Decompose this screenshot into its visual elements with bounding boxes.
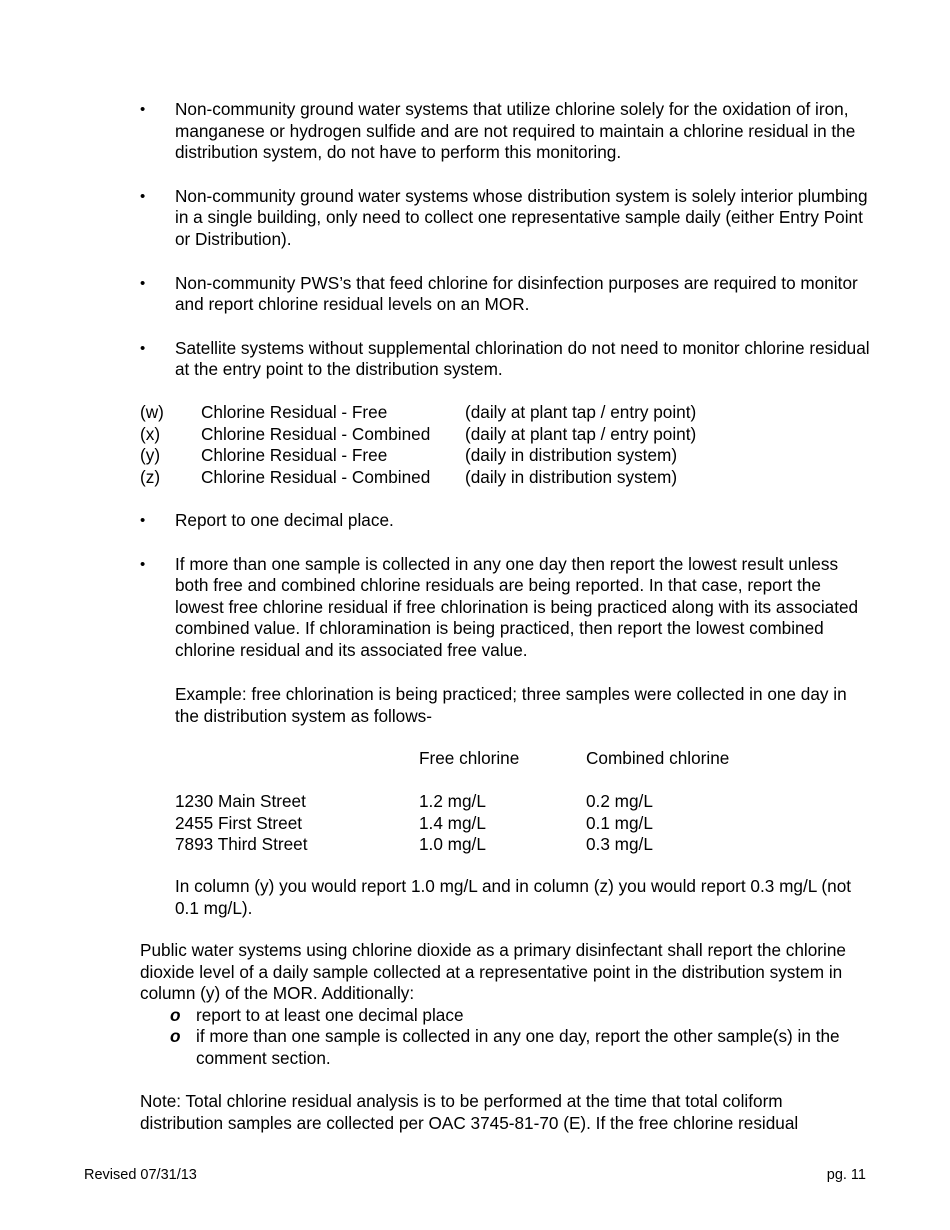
table-row [175, 813, 865, 835]
code-row [140, 467, 870, 489]
bullet-text: Non-community ground water systems that utilize chlorine solely for the oxidation of iron, manganese or hydrogen sulfide and are not required to maintain a chlorine residual in the distribution system, do not have to perform this monitoring. [175, 99, 856, 163]
sampling-frequency: (daily at plant tap / entry point) [465, 423, 697, 444]
column-code-list [140, 402, 870, 488]
bullet-item [140, 510, 870, 532]
bullet-item [140, 338, 870, 381]
column-code: (z) [140, 466, 161, 487]
bullet-item [140, 273, 870, 316]
bullet-list-reporting [140, 510, 870, 684]
revision-date: Revised 07/31/13 [84, 1167, 197, 1183]
column-code: (w) [140, 402, 164, 422]
sampling-frequency: (daily in distribution system) [465, 445, 678, 466]
code-row [140, 424, 870, 446]
table-header-cell: Free chlorine [419, 748, 520, 768]
table-header-cell: Combined chlorine [586, 748, 730, 768]
conclusion-paragraph: In column (y) you would report 1.0 mg/L and in column (z) you would report 0.3 mg/L (not 0.1 mg/L). [175, 876, 852, 918]
location-cell: 1230 Main Street [175, 791, 306, 812]
page-number: pg. 11 [826, 1167, 866, 1183]
code-row [140, 445, 870, 467]
parameter-name: Chlorine Residual - Combined [201, 423, 431, 444]
example-paragraph: Example: free chlorination is being practiced; three samples were collected in one day in the distribution system as follows- [175, 684, 847, 726]
table-row [175, 834, 865, 856]
sampling-frequency: (daily at plant tap / entry point) [465, 402, 697, 422]
code-row [140, 402, 870, 424]
sample-table [175, 748, 865, 856]
sub-list-text: report to at least one decimal place [196, 1004, 464, 1025]
sub-list [170, 1005, 870, 1070]
sampling-frequency: (daily in distribution system) [465, 466, 678, 487]
bullet-text: Report to one decimal place. [175, 510, 394, 530]
bullet-text: If more than one sample is collected in any one day then report the lowest result unless both free and combined chlorine residuals are being reported. In that case, report the lowest free chlorine residual if free chlorination is being practiced along with its associated combined value. If chloramination is being practiced, then report the lowest combined chlorine residual and its associated free value. [175, 553, 859, 660]
bullet-icon: • [140, 512, 146, 529]
bullet-icon: • [140, 187, 146, 205]
bullet-text: Non-community PWS’s that feed chlorine for disinfection purposes are required to monitor and report chlorine residual levels on an MOR. [175, 272, 858, 315]
sub-list-text: if more than one sample is collected in any one day, report the other sample(s) in the comment section. [196, 1026, 840, 1068]
chlorine-dioxide-section [140, 940, 870, 1070]
circle-bullet-icon: o [170, 1026, 181, 1047]
bullet-icon: • [140, 555, 146, 573]
combined-chlorine-cell: 0.3 mg/L [586, 834, 653, 855]
chlorine-dioxide-paragraph: Public water systems using chlorine dioxide as a primary disinfectant shall report the chlorine dioxide level of a daily sample collected at a representative point in the distribution system in column (y) of the MOR. Additionally: [140, 940, 846, 1004]
free-chlorine-cell: 1.4 mg/L [419, 812, 486, 833]
bullet-list-top [140, 99, 870, 403]
bullet-item [140, 186, 870, 251]
parameter-name: Chlorine Residual - Free [201, 445, 388, 466]
column-code: (y) [140, 445, 161, 466]
table-header-row [175, 748, 865, 770]
location-cell: 7893 Third Street [175, 834, 308, 855]
location-cell: 2455 First Street [175, 812, 303, 833]
note-paragraph: Note: Total chlorine residual analysis is to be performed at the time that total coliform distribution samples are collected per OAC 3745-81-70 (E). If the free chlorine residual [140, 1091, 799, 1133]
bullet-item [140, 99, 870, 164]
sub-list-item [170, 1026, 870, 1069]
bullet-text: Non-community ground water systems whose distribution system is solely interior plumbing in a single building, only need to collect one representative sample daily (either Entry Point or Distribution). [175, 185, 868, 249]
free-chlorine-cell: 1.2 mg/L [419, 791, 486, 812]
parameter-name: Chlorine Residual - Combined [201, 466, 431, 487]
bullet-item [140, 554, 870, 662]
parameter-name: Chlorine Residual - Free [201, 402, 388, 422]
combined-chlorine-cell: 0.2 mg/L [586, 791, 653, 812]
bullet-text: Satellite systems without supplemental chlorination do not need to monitor chlorine residual at the entry point to the distribution system. [175, 337, 870, 380]
table-row [175, 791, 865, 813]
bullet-icon: • [140, 274, 146, 292]
combined-chlorine-cell: 0.1 mg/L [586, 812, 653, 833]
bullet-icon: • [140, 339, 146, 357]
sub-list-item [170, 1005, 870, 1027]
free-chlorine-cell: 1.0 mg/L [419, 834, 486, 855]
column-code: (x) [140, 423, 161, 444]
bullet-icon: • [140, 101, 146, 118]
circle-bullet-icon: o [170, 1004, 181, 1025]
